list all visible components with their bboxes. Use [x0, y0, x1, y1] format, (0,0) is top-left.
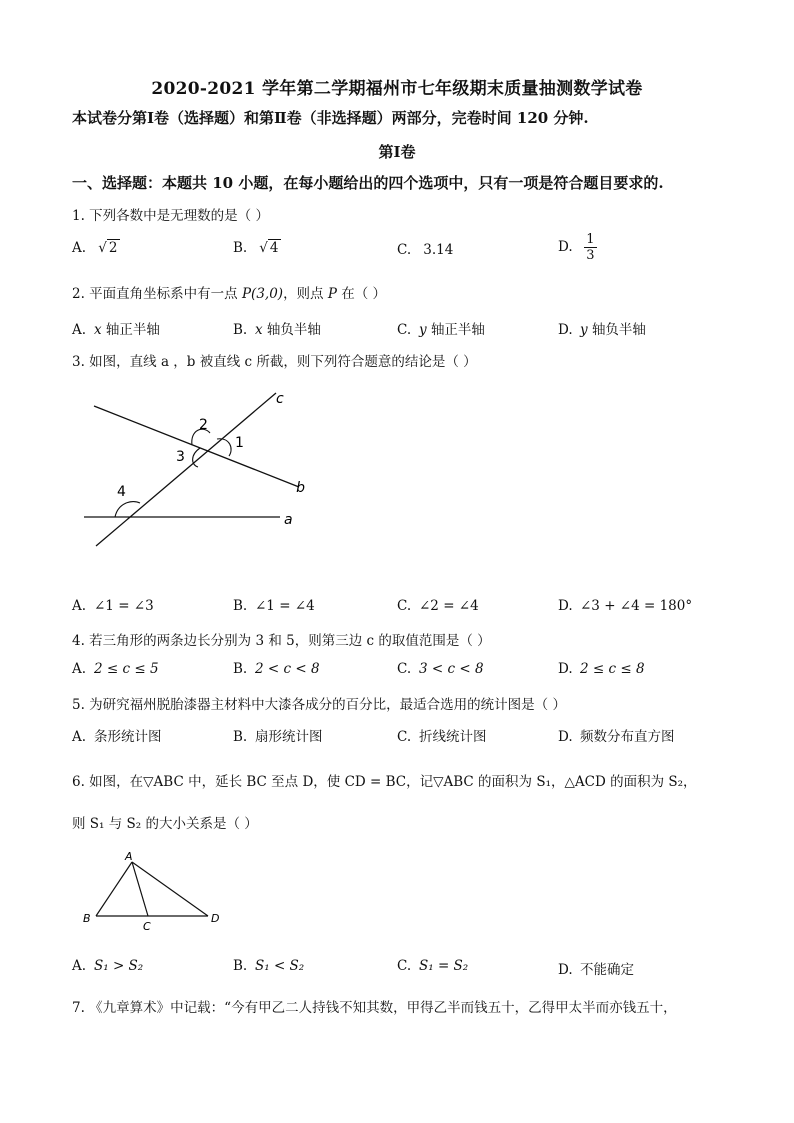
- label-B: B: [83, 912, 91, 925]
- q2-options: [72, 318, 732, 338]
- q3-stem: 3. 如图，直线 a ，b 被直线 c 所截，则下列符合题意的结论是（ ）: [72, 354, 477, 370]
- angle-3-arc: [193, 448, 200, 467]
- q2-option-a: A. x 轴正半轴: [72, 322, 160, 338]
- q1-stem: 1. 下列各数中是无理数的是（ ）: [72, 208, 269, 224]
- q3-figure: [70, 385, 310, 555]
- q4-option-c: C. 3 < c < 8: [397, 661, 484, 677]
- q1-option-c: C. 3.14: [397, 242, 454, 258]
- q2-option-b: B. x 轴负半轴: [233, 322, 321, 338]
- section-heading: 一、选择题：本题共 10 小题，在每小题给出的四个选项中，只有一项是符合题目要求的.: [72, 174, 664, 192]
- q5-stem: 5. 为研究福州脱胎漆器主材料中大漆各成分的百分比，最适合选用的统计图是（ ）: [72, 697, 566, 713]
- q4-option-d: D. 2 ≤ c ≤ 8: [558, 661, 645, 677]
- q4-options: [72, 661, 732, 681]
- q3-option-a: A. ∠1 = ∠3: [72, 598, 154, 614]
- label-D: D: [211, 912, 220, 925]
- label-A: A: [125, 850, 133, 863]
- q2-stem: 2. 平面直角坐标系中有一点 P(3,0)，则点 P 在（ ）: [72, 286, 387, 302]
- label-C: C: [143, 920, 151, 933]
- q3-option-c: C. ∠2 = ∠4: [397, 598, 479, 614]
- q3-options: [72, 598, 732, 618]
- q5-option-b: B. 扇形统计图: [233, 729, 323, 745]
- q6-option-a: A. S₁ > S₂: [72, 958, 144, 974]
- q5-option-d: D. 频数分布直方图: [558, 729, 675, 745]
- label-angle-1: 1: [235, 435, 244, 451]
- fraction: $\frac{1}{3}$: [586, 232, 595, 263]
- q3-option-d: D. ∠3 + ∠4 = 180°: [558, 598, 693, 614]
- label-b: b: [296, 480, 305, 496]
- q2-option-c: C. y 轴正半轴: [397, 322, 485, 338]
- q6-figure: [78, 848, 228, 934]
- label-angle-4: 4: [117, 484, 126, 500]
- q4-stem: 4. 若三角形的两条边长分别为 3 和 5，则第三边 c 的取值范围是（ ）: [72, 633, 491, 649]
- label-angle-3: 3: [176, 449, 185, 465]
- segment-ab: [96, 862, 132, 916]
- label-a: a: [284, 512, 293, 528]
- q5-options: [72, 725, 732, 745]
- q4-option-a: A. 2 ≤ c ≤ 5: [72, 661, 159, 677]
- q6-option-d: D. 不能确定: [558, 962, 634, 978]
- q5-option-c: C. 折线统计图: [397, 729, 487, 745]
- q5-option-a: A. 条形统计图: [72, 729, 162, 745]
- line-b: [94, 406, 299, 487]
- q2-option-d: D. y 轴负半轴: [558, 322, 646, 338]
- segment-ac: [132, 862, 148, 916]
- sqrt-expression: √ 4: [259, 240, 279, 256]
- exam-intro: 本试卷分第Ⅰ卷（选择题）和第Ⅱ卷（非选择题）两部分，完卷时间 120 分钟.: [72, 109, 589, 127]
- part-heading: 第Ⅰ卷: [378, 143, 416, 161]
- q6-stem-line-1: 6. 如图，在▽ABC 中，延长 BC 至点 D，使 CD = BC，记▽ABC 的面积为 S₁，△ACD 的面积为 S₂，: [72, 774, 697, 790]
- q1-option-b: B. √ 4: [233, 240, 279, 256]
- q7-stem: 7. 《九章算术》中记载：“今有甲乙二人持钱不知其数，甲得乙半而钱五十，乙得甲太半而亦钱五十，: [72, 1000, 677, 1016]
- sqrt-expression: √ 2: [98, 240, 118, 256]
- q1-option-d: D. $\frac{1}{3}$: [558, 232, 595, 263]
- line-c: [96, 393, 276, 546]
- q6-options: [72, 958, 732, 978]
- q6-option-b: B. S₁ < S₂: [233, 958, 305, 974]
- q6-option-c: C. S₁ = S₂: [397, 958, 469, 974]
- angle-4-arc: [115, 502, 140, 517]
- q4-option-b: B. 2 < c < 8: [233, 661, 320, 677]
- q3-option-b: B. ∠1 = ∠4: [233, 598, 315, 614]
- exam-title: 2020-2021 学年第二学期福州市七年级期末质量抽测数学试卷: [151, 79, 643, 99]
- q1-option-a: A. √ 2: [72, 240, 118, 256]
- q1-options: [72, 232, 732, 272]
- q6-stem-line-2: 则 S₁ 与 S₂ 的大小关系是（ ）: [72, 816, 258, 832]
- label-angle-2: 2: [199, 417, 208, 433]
- label-c: c: [276, 391, 284, 407]
- segment-ad: [132, 862, 208, 916]
